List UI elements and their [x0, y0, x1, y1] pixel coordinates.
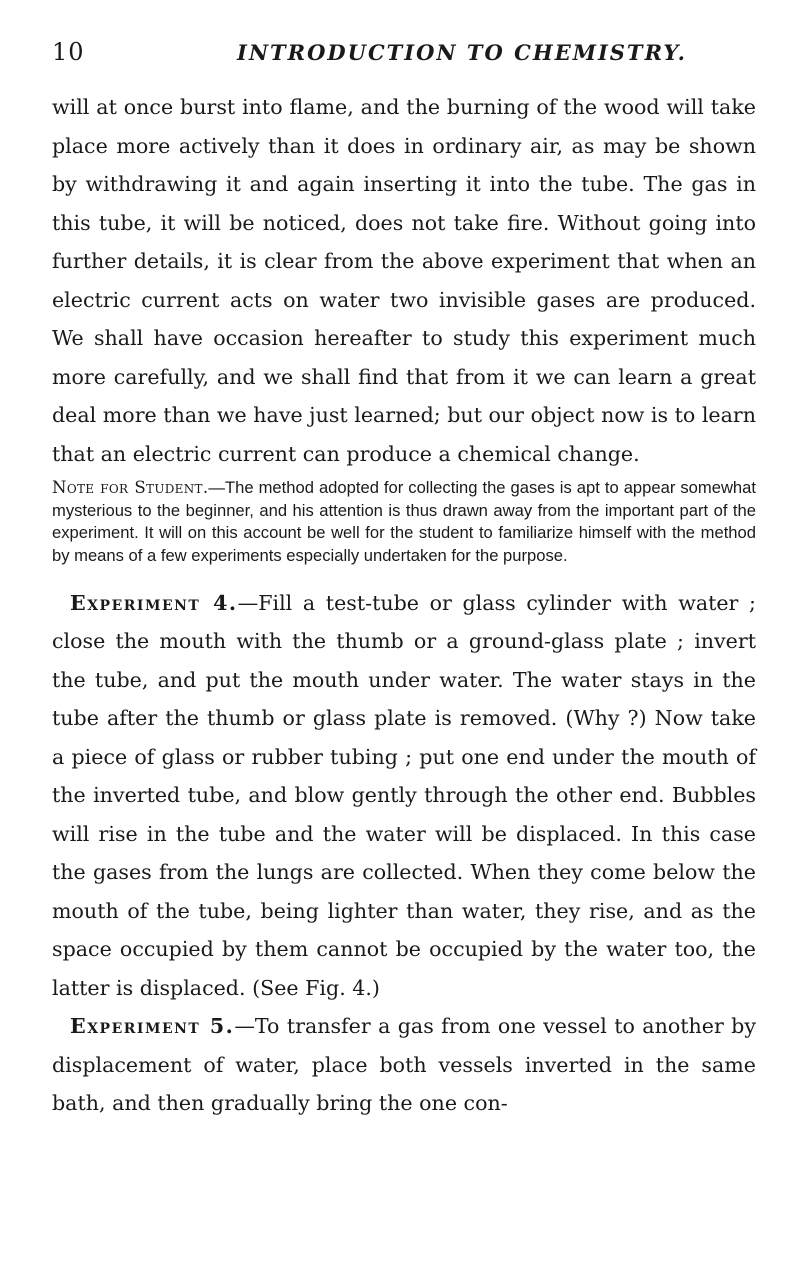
experiment-5-paragraph: [52, 1007, 756, 1123]
running-head: INTRODUCTION TO CHEMISTRY.: [237, 40, 687, 65]
page-header: [52, 38, 756, 78]
student-note: [52, 477, 756, 567]
experiment-4-label: Experiment 4.: [70, 590, 238, 615]
experiment-4-text: —Fill a test-tube or glass cylinder with water ; close the mouth with the thumb or a ground-glass plate ; invert the tube, and put the mouth under water. The water stays in the tube after the thumb or glass plate is removed. (Why ?) Now take a piece of glass or rubber tubing ; put one end under the mouth of the inverted tube, and blow gently through the other end. Bubbles will rise in the tube and the water will be displaced. In this case the gases from the lungs are collected. When they come below the mouth of the tube, being lighter than water, they rise, and as the space occupied by them cannot be occupied by the water too, the latter is displaced. (See Fig. 4.): [52, 590, 756, 1000]
note-text: —The method adopted for collecting the gases is apt to appear somewhat mysterious to the beginner, and his attention is thus drawn away from the important part of the experiment. It will on this account be well for the student to familiarize himself with the method by means of a few experiments especially undertaken for the purpose.: [52, 478, 756, 565]
book-page: [52, 38, 756, 1123]
experiment-4-paragraph: [52, 584, 756, 1008]
experiment-5-text: —To transfer a gas from one vessel to another by displacement of water, place both vessels inverted in the same bath, and then gradually bring the one con-: [52, 1014, 756, 1116]
intro-paragraph: will at once burst into flame, and the burning of the wood will take place more actively than it does in ordinary air, as may be shown by withdrawing it and again inserting it into the tube. The gas in this tube, it will be noticed, does not take fire. Without going into further details, it is clear from the above experiment that when an electric current acts on water two invisible gases are produced. We shall have occasion hereafter to study this experiment much more carefully, and we shall find that from it we can learn a great deal more than we have just learned; but our object now is to learn that an electric current can produce a chemical change.: [52, 95, 756, 466]
experiment-5-label: Experiment 5.: [70, 1014, 235, 1039]
page-number: 10: [52, 38, 85, 66]
note-label: Note for Student.: [52, 478, 209, 497]
